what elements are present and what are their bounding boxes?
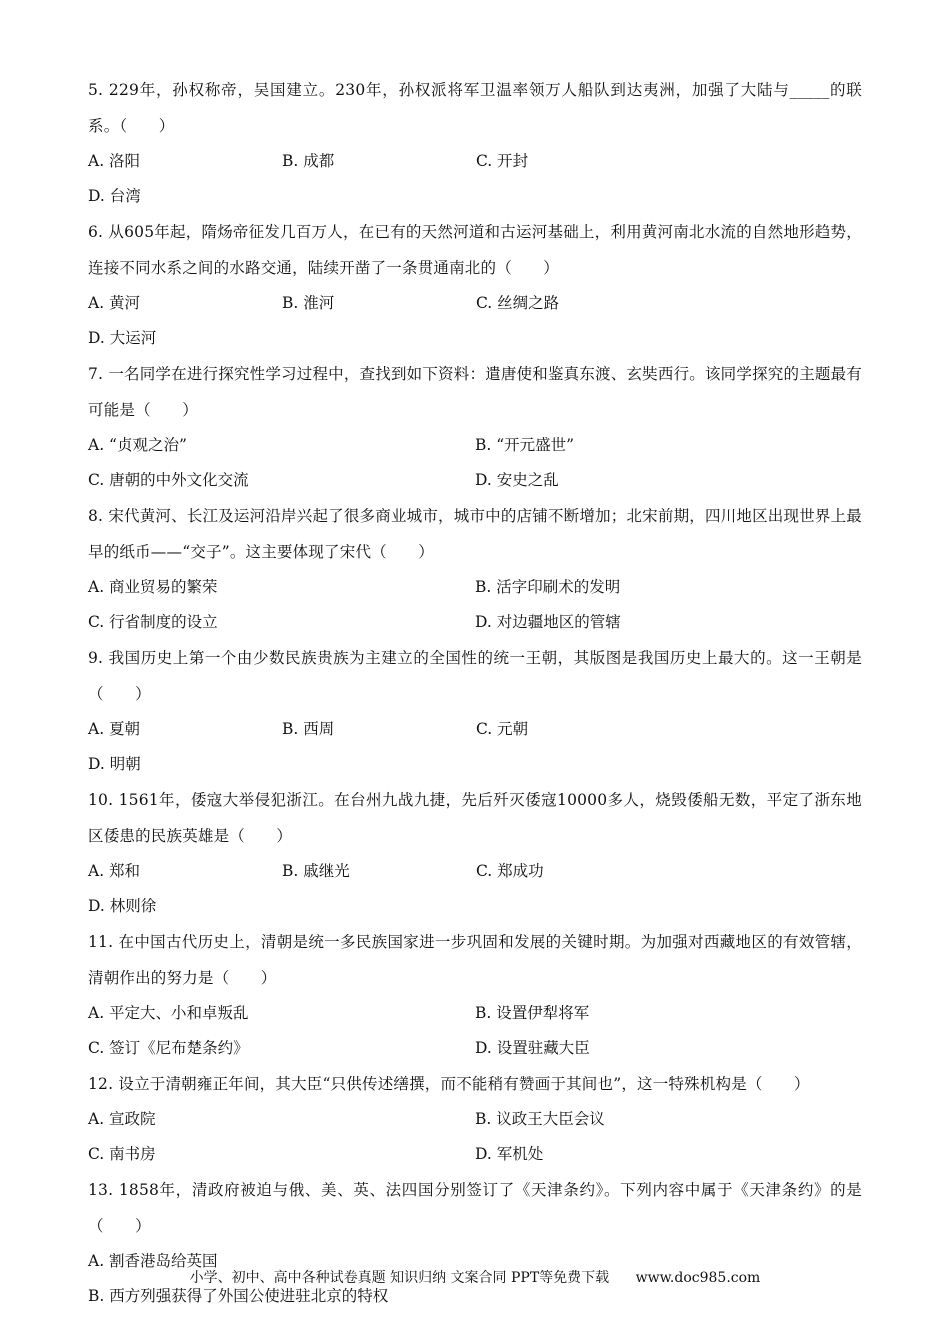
option-d: D. 林则徐 — [88, 897, 157, 915]
option-a: A. 宣政院 — [88, 1110, 156, 1128]
option-c: C. 元朝 — [476, 720, 529, 738]
option-d: D. 台湾 — [88, 187, 141, 205]
option-c: C. 唐朝的中外文化交流 — [88, 471, 249, 489]
question-stem: 13. 1858年，清政府被迫与俄、美、英、法四国分别签订了《天津条约》。下列内容中属于《天津条约》的是（ ） — [88, 1181, 862, 1235]
option-b: B. 西方列强获得了外国公使进驻北京的特权 — [88, 1287, 389, 1305]
question-stem: 11. 在中国古代历史上，清朝是统一多民族国家进一步巩固和发展的关键时期。为加强对西藏地区的有效管辖，清朝作出的努力是（ ） — [88, 933, 862, 987]
question-stem: 5. 229年，孙权称帝，吴国建立。230年，孙权派将军卫温率领万人船队到达夷洲，加强了大陆与_____的联系。（ ） — [88, 81, 862, 135]
options-group — [88, 144, 862, 214]
option-b: B. 议政王大臣会议 — [475, 1110, 605, 1128]
option-d: D. 对边疆地区的管辖 — [475, 613, 621, 631]
question-11 — [88, 924, 862, 1066]
question-5 — [88, 72, 862, 214]
question-stem: 10. 1561年，倭寇大举侵犯浙江。在台州九战九捷，先后歼灭倭寇10000多人，烧毁倭船无数，平定了浙东地区倭患的民族英雄是（ ） — [88, 791, 862, 845]
options-group — [88, 996, 862, 1066]
footer-text: 小学、初中、高中各种试卷真题 知识归纳 文案合同 PPT等免费下载 — [189, 1270, 610, 1286]
option-b: B. 戚继光 — [282, 862, 350, 880]
option-b: B. “开元盛世” — [475, 436, 575, 454]
question-stem: 7. 一名同学在进行探究性学习过程中，查找到如下资料：遣唐使和鉴真东渡、玄奘西行。该同学探究的主题最有可能是（ ） — [88, 365, 862, 419]
options-group — [88, 712, 862, 782]
option-b: B. 淮河 — [282, 294, 335, 312]
page-footer — [0, 1268, 950, 1288]
option-a: A. 洛阳 — [88, 152, 141, 170]
option-b: B. 西周 — [282, 720, 335, 738]
option-c: C. 行省制度的设立 — [88, 613, 218, 631]
exam-page-content — [88, 72, 862, 1314]
option-b: B. 活字印刷术的发明 — [475, 578, 621, 596]
question-9 — [88, 640, 862, 782]
option-a: A. 割香港岛给英国 — [88, 1252, 218, 1270]
question-13 — [88, 1172, 862, 1314]
option-a: A. 平定大、小和卓叛乱 — [88, 1004, 249, 1022]
options-group — [88, 570, 862, 640]
question-stem: 6. 从605年起，隋炀帝征发几百万人，在已有的天然河道和古运河基础上，利用黄河南北水流的自然地形趋势，连接不同水系之间的水路交通，陆续开凿了一条贯通南北的（ ） — [88, 223, 862, 277]
option-c: C. 开封 — [476, 152, 529, 170]
question-8 — [88, 498, 862, 640]
question-10 — [88, 782, 862, 924]
option-a: A. 夏朝 — [88, 720, 141, 738]
options-group — [88, 428, 862, 498]
question-12 — [88, 1066, 862, 1172]
option-d: D. 明朝 — [88, 755, 141, 773]
option-b: B. 成都 — [282, 152, 335, 170]
option-a: A. “贞观之治” — [88, 436, 187, 454]
option-d: D. 安史之乱 — [475, 471, 559, 489]
option-d: D. 设置驻藏大臣 — [475, 1039, 590, 1057]
options-group — [88, 286, 862, 356]
option-a: A. 郑和 — [88, 862, 141, 880]
option-d: D. 大运河 — [88, 329, 157, 347]
question-6 — [88, 214, 862, 356]
option-a: A. 黄河 — [88, 294, 141, 312]
question-stem: 9. 我国历史上第一个由少数民族贵族为主建立的全国性的统一王朝，其版图是我国历史上最大的。这一王朝是（ ） — [88, 649, 862, 703]
option-c: C. 签订《尼布楚条约》 — [88, 1039, 249, 1057]
option-d: D. 军机处 — [475, 1145, 544, 1163]
option-c: C. 南书房 — [88, 1145, 156, 1163]
options-group — [88, 854, 862, 924]
options-group — [88, 1102, 862, 1172]
question-7 — [88, 356, 862, 498]
option-c: C. 丝绸之路 — [476, 294, 560, 312]
footer-link[interactable]: www.doc985.com — [635, 1270, 761, 1286]
option-c: C. 郑成功 — [476, 862, 544, 880]
option-a: A. 商业贸易的繁荣 — [88, 578, 218, 596]
question-stem: 8. 宋代黄河、长江及运河沿岸兴起了很多商业城市，城市中的店铺不断增加；北宋前期，四川地区出现世界上最早的纸币——“交子”。这主要体现了宋代（ ） — [88, 507, 862, 561]
option-b: B. 设置伊犁将军 — [475, 1004, 590, 1022]
question-stem: 12. 设立于清朝雍正年间，其大臣“只供传述缮撰，而不能稍有赞画于其间也”，这一特殊机构是（ ） — [88, 1075, 810, 1093]
